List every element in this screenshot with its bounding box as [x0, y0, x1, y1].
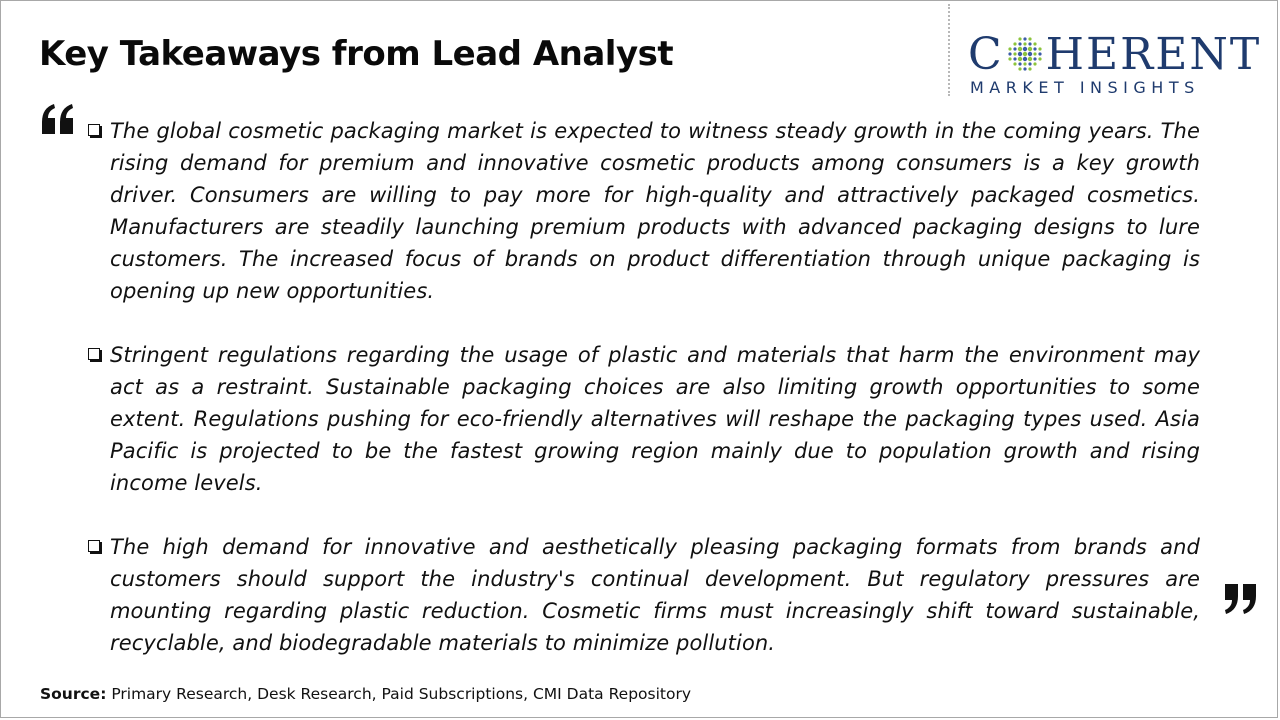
checkbox-bullet-icon — [88, 124, 100, 136]
logo-divider — [948, 4, 950, 96]
takeaway-list — [86, 115, 1200, 691]
takeaway-text: The global cosmetic packaging market is expected to witness steady growth in the coming years. The rising demand for premium and innovative cosmetic products among consumers is a key growth driver. Consumers are willing to pay more for high-quality and attractively packaged cosmetics. Manufacturers are steadily launching premium products with advanced packaging designs to lure customers. The increased focus of brands on product differentiation through unique packaging is opening up new opportunities. — [110, 119, 1200, 303]
source-label: Source: — [40, 685, 107, 703]
quote-close-icon — [1222, 582, 1258, 616]
logo-word-end: HERENT — [1045, 29, 1262, 80]
logo-wordmark — [968, 30, 1261, 80]
takeaway-text: The high demand for innovative and aesthetically pleasing packaging formats from brands and customers should support the industry's continual development. But regulatory pressures are mounting regarding plastic reduction. Cosmetic firms must increasingly shift toward sustainable, recyclable, and biodegradable materials to minimize pollution. — [110, 535, 1200, 655]
logo-dots-icon — [1005, 34, 1045, 74]
logo-word-start: C — [968, 29, 1004, 80]
quote-open-icon — [40, 102, 76, 136]
takeaway-item — [86, 531, 1200, 659]
company-logo — [968, 30, 1260, 100]
checkbox-bullet-icon — [88, 348, 100, 360]
takeaway-item — [86, 115, 1200, 307]
page-title: Key Takeaways from Lead Analyst — [39, 34, 674, 74]
logo-subtitle: MARKET INSIGHTS — [970, 78, 1200, 97]
source-text: Primary Research, Desk Research, Paid Subscriptions, CMI Data Repository — [106, 685, 692, 703]
source-note — [40, 685, 691, 703]
takeaway-item — [86, 339, 1200, 499]
checkbox-bullet-icon — [88, 540, 100, 552]
takeaway-text: Stringent regulations regarding the usage of plastic and materials that harm the environment may act as a restraint. Sustainable packaging choices are also limiting growth opportunities to some extent. Regulations pushing for eco-friendly alternatives will reshape the packaging types used. Asia Pacific is projected to be the fastest growing region mainly due to population growth and rising income levels. — [110, 343, 1200, 495]
